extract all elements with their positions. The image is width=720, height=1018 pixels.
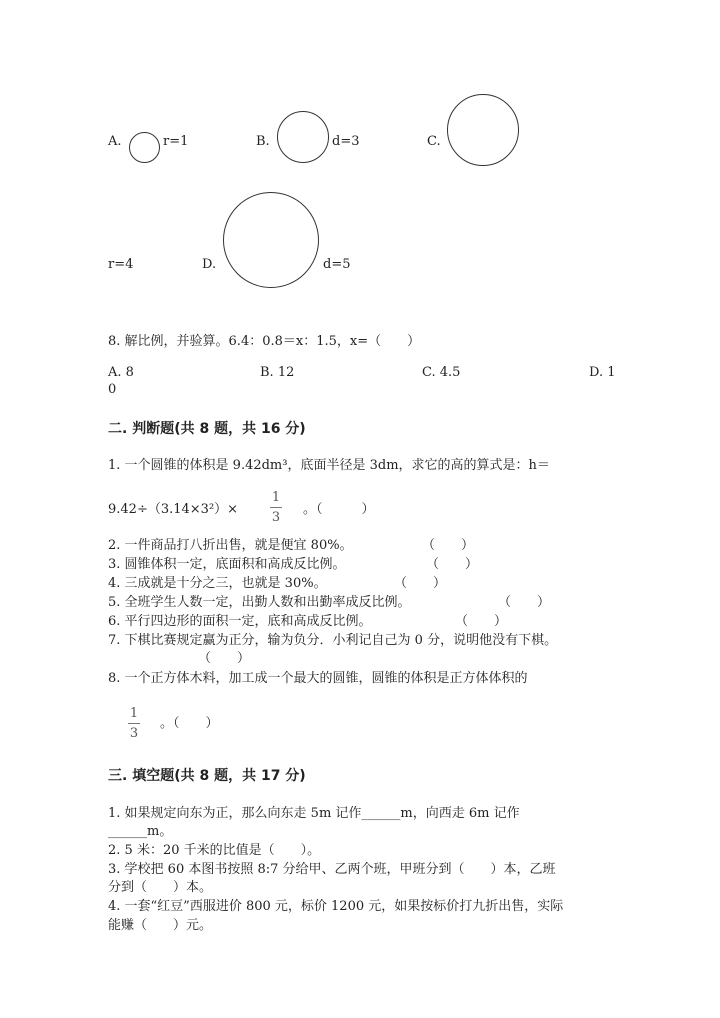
s3-q4-line1: 4. 一套“红豆”西服进价 800 元，标价 1200 元，如果按标价打九折出售，实际	[108, 899, 564, 914]
section3-title: 三. 填空题(共 8 题，共 17 分)	[108, 768, 306, 784]
s2-q5-blank: （ ）	[498, 595, 551, 610]
s2-q7-blank: （ ）	[198, 651, 251, 666]
q8-option-d: D. 1	[589, 365, 616, 380]
s2-q2-blank: （ ）	[422, 538, 475, 553]
s2-q1-line1: 1. 一个圆锥的体积是 9.42dm³，底面半径是 3dm，求它的高的算式是：h＝	[108, 458, 550, 473]
s2-q6-blank: （ ）	[455, 614, 508, 629]
s2-q4-blank: （ ）	[394, 576, 447, 591]
s2-q8-line1: 8. 一个正方体木料，加工成一个最大的圆锥，圆锥的体积是正方体体积的	[108, 671, 528, 686]
s2-q8-answer: 。（ ）	[160, 716, 219, 731]
s2-q6: 6. 平行四边形的面积一定，底和高成反比例。	[108, 614, 372, 629]
s3-q2: 2. 5 米：20 千米的比值是（ ）。	[108, 843, 321, 858]
option-b-caption: d=3	[332, 134, 360, 149]
s3-q1-line2: ______m。	[108, 824, 173, 839]
fraction-denominator: 3	[271, 510, 281, 525]
s3-q1-line1: 1. 如果规定向东为正，那么向东走 5m 记作______m，向西走 6m 记作	[108, 806, 520, 821]
s3-q3-line2: 分到（ ）本。	[108, 880, 213, 895]
s2-q1-answer: 。（ ）	[303, 502, 375, 517]
s2-q1-line2: 9.42÷（3.14×3²）×	[108, 502, 239, 517]
option-c-label: C.	[427, 134, 441, 149]
option-c-caption: r=4	[108, 257, 134, 272]
s2-q7: 7. 下棋比赛规定赢为正分，输为负分．小利记自己为 0 分，说明他没有下棋。	[108, 633, 558, 648]
q8-option-a: A. 8	[108, 365, 134, 380]
option-b-label: B.	[256, 134, 270, 149]
fraction-numerator: 1	[129, 706, 139, 721]
circle-b-shape	[277, 111, 329, 163]
s2-q8-fraction	[128, 706, 140, 741]
option-a-label: A.	[108, 134, 122, 149]
option-d-label: D.	[202, 257, 217, 272]
s2-q3-blank: （ ）	[426, 557, 479, 572]
circle-d-shape	[223, 192, 319, 288]
s2-q2: 2. 一件商品打八折出售，就是便宜 80%。	[108, 538, 353, 553]
fraction-bar	[270, 507, 282, 508]
fraction-numerator: 1	[271, 490, 281, 505]
s3-q3-line1: 3. 学校把 60 本图书按照 8:7 分给甲、乙两个班，甲班分到（ ）本，乙班	[108, 862, 556, 877]
fraction-bar	[128, 723, 140, 724]
s2-q4: 4. 三成就是十分之三，也就是 30%。	[108, 576, 327, 591]
section2-title: 二. 判断题(共 8 题，共 16 分)	[108, 421, 306, 437]
q8-option-c: C. 4.5	[422, 365, 461, 380]
q8-option-b: B. 12	[260, 365, 295, 380]
circle-a-shape	[129, 132, 160, 163]
option-a-caption: r=1	[163, 134, 189, 149]
q8-option-d-wrap: 0	[108, 382, 117, 397]
s3-q4-line2: 能赚（ ）元。	[108, 918, 213, 933]
fraction-denominator: 3	[129, 726, 139, 741]
s2-q5: 5. 全班学生人数一定，出勤人数和出勤率成反比例。	[108, 595, 411, 610]
circle-c-shape	[447, 94, 519, 166]
option-d-caption: d=5	[323, 257, 351, 272]
s2-q1-fraction	[270, 490, 282, 525]
s2-q3: 3. 圆锥体积一定，底面积和高成反比例。	[108, 557, 346, 572]
q8-stem: 8. 解比例，并验算。6.4：0.8＝x：1.5，x=（ ）	[108, 334, 421, 349]
